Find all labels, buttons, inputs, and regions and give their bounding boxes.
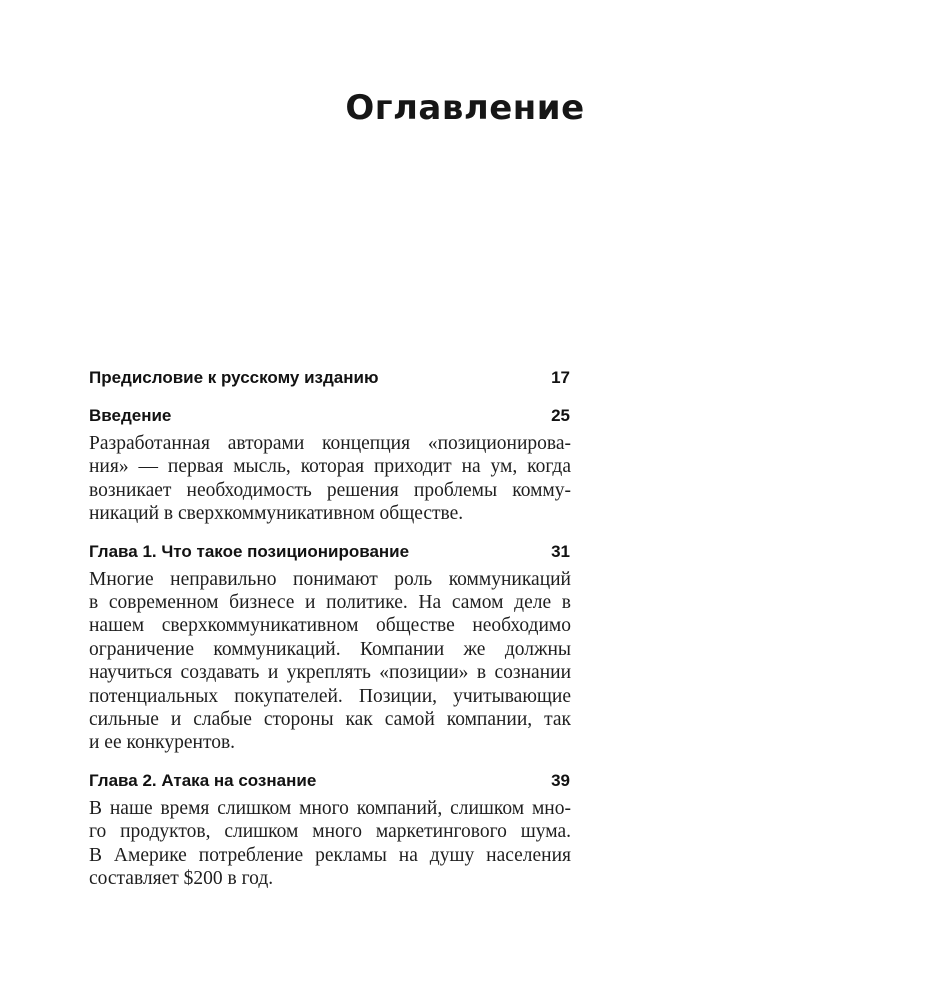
summary-line: никаций в сверхкоммуникативном обществе. <box>89 503 464 525</box>
summary-line: в современном бизнесе и политике. На самом деле в <box>89 592 571 614</box>
summary-line: ния» — первая мысль, которая приходит на ум, когда <box>89 456 571 478</box>
toc-entry-introduction <box>89 404 571 526</box>
summary-line: и ее конкурентов. <box>89 732 236 754</box>
summary-line: В наше время слишком много компаний, слишком мно- <box>89 797 571 819</box>
summary-line: ограничение коммуникаций. Компании же должны <box>89 638 571 660</box>
summary-line: нашем сверхкоммуникативном обществе необходимо <box>89 615 571 637</box>
toc-entry-summary <box>89 568 571 755</box>
toc-entry-summary <box>89 432 571 526</box>
summary-line: научиться создавать и укреплять «позиции» в сознании <box>89 662 571 684</box>
toc-entry-heading[interactable] <box>89 540 571 564</box>
toc-entry-chapter-1 <box>89 540 571 755</box>
summary-line: возникает необходимость решения проблемы комму- <box>89 479 571 501</box>
toc-entry-summary <box>89 797 571 891</box>
toc-entry-page-number: 39 <box>551 770 570 790</box>
toc-entry-title: Глава 1. Что такое позиционирование <box>89 541 410 561</box>
summary-line: Разработанная авторами концепция «позиционирова- <box>89 433 571 454</box>
toc-entry-title: Глава 2. Атака на сознание <box>89 770 317 790</box>
toc-entry-heading[interactable] <box>89 366 571 390</box>
toc-entry-page-number: 31 <box>551 541 570 561</box>
page-title: Оглавление <box>345 88 585 128</box>
toc-entry-preface <box>89 366 571 390</box>
table-of-contents <box>89 366 571 891</box>
summary-line: потенциальных покупателей. Позиции, учитывающие <box>89 685 571 707</box>
toc-entry-page-number: 25 <box>551 406 570 425</box>
summary-line: Многие неправильно понимают роль коммуникаций <box>89 568 571 590</box>
toc-entry-title: Введение <box>89 406 172 425</box>
summary-line: В Америке потребление рекламы на душу населения <box>89 844 571 866</box>
toc-entry-page-number: 17 <box>551 368 570 387</box>
summary-line: сильные и слабые стороны как самой компании, так <box>89 709 571 731</box>
toc-entry-title: Предисловие к русскому изданию <box>89 368 379 387</box>
toc-entry-heading[interactable] <box>89 404 571 428</box>
summary-line: го продуктов, слишком много маркетингового шума. <box>89 821 571 843</box>
toc-entry-chapter-2 <box>89 769 571 891</box>
summary-line: составляет $200 в год. <box>89 868 274 890</box>
toc-entry-heading[interactable] <box>89 769 571 793</box>
